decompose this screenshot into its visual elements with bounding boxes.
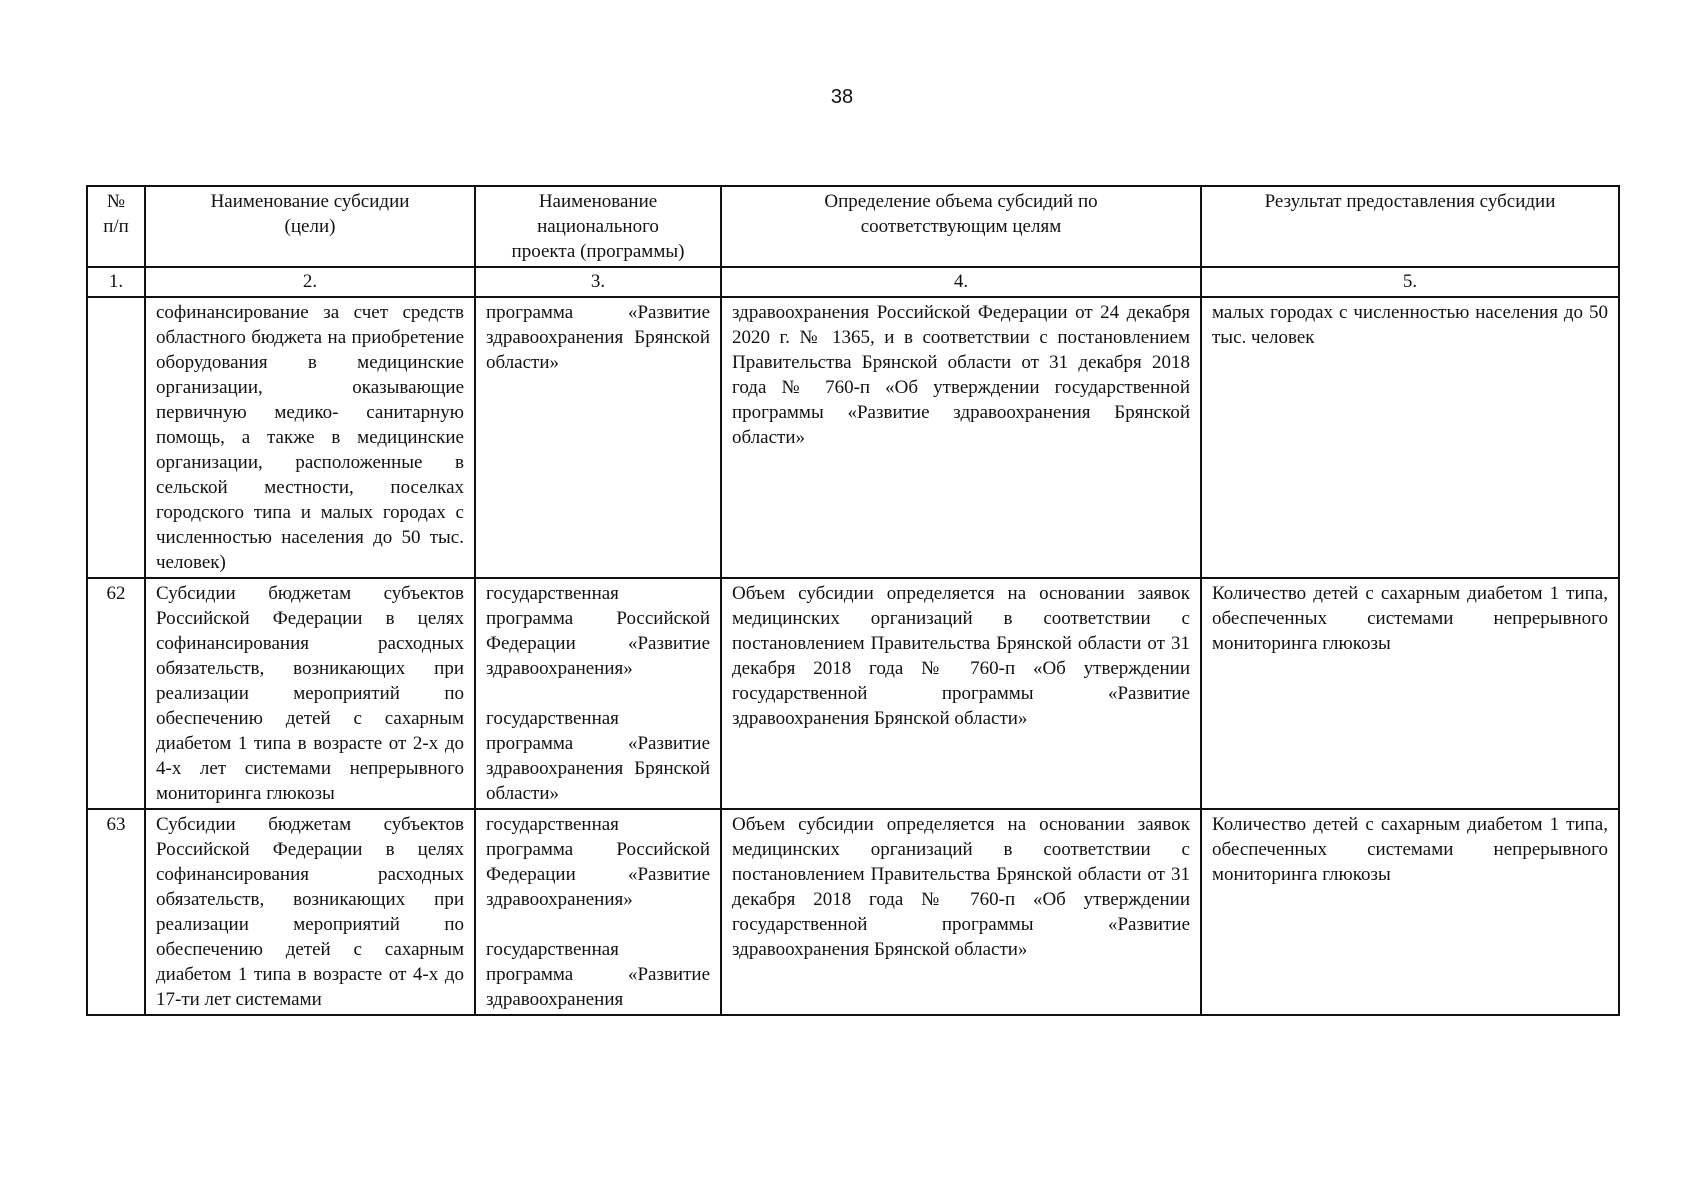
header-text-line: п/п — [103, 216, 129, 237]
row-number: 62 — [87, 578, 145, 809]
project-cell — [475, 578, 721, 809]
table-header — [87, 186, 1619, 297]
header-text-line: соответствующим целям — [860, 216, 1062, 237]
row-number — [87, 297, 145, 578]
index-cell: 3. — [475, 267, 721, 297]
page-number: 38 — [830, 86, 854, 108]
project-paragraph: государственная программа Российской Федерации «Развитие здравоохранения» — [486, 814, 710, 910]
definition-cell: здравоохранения Российской Федерации от 24 декабря 2020 г. № 1365, и в соответствии с постановлением Правительства Брянской области от 31 декабря 2018 года № 760-п «Об утверждении государственной программы «Развитие здравоохранения Брянской области» — [721, 297, 1201, 578]
table-row — [87, 297, 1619, 578]
header-text-line: Наименование субсидии — [210, 191, 410, 212]
subsidy-name-cell: софинансирование за счет средств областного бюджета на приобретение оборудования в медицинские организации, оказывающие первичную медико- санитарную помощь, а также в медицинские организации, расположенные в сельской местности, поселках городского типа и малых городах с численностью населения до 50 тыс. человек) — [145, 297, 475, 578]
project-cell — [475, 809, 721, 1015]
subsidy-name-cell: Субсидии бюджетам субъектов Российской Федерации в целях софинансирования расходных обязательств, возникающих при реализации мероприятий по обеспечению детей с сахарным диабетом 1 типа в возрасте от 4-х до 17-ти лет системами — [145, 809, 475, 1015]
header-text-line: Результат предоставления субсидии — [1264, 191, 1556, 212]
table-row — [87, 809, 1619, 1015]
row-number: 63 — [87, 809, 145, 1015]
result-cell: малых городах с численностью населения до 50 тыс. человек — [1201, 297, 1619, 578]
header-text-line: проекта (программы) — [511, 241, 685, 262]
project-paragraph: программа «Развитие здравоохранения Брянской области» — [486, 302, 710, 373]
paragraph-gap — [486, 912, 710, 937]
header-text-line: национального — [537, 216, 659, 237]
project-paragraph: государственная программа «Развитие здравоохранения Брянской области» — [486, 708, 710, 804]
index-cell: 5. — [1201, 267, 1619, 297]
table-body — [87, 297, 1619, 1015]
index-cell: 4. — [721, 267, 1201, 297]
project-paragraph: государственная программа «Развитие здравоохранения — [486, 939, 710, 1010]
definition-cell: Объем субсидии определяется на основании заявок медицинских организаций в соответствии с постановлением Правительства Брянской области от 31 декабря 2018 года № 760-п «Об утверждении государственной программы «Развитие здравоохранения Брянской области» — [721, 809, 1201, 1015]
header-text-line: Наименование — [538, 191, 658, 212]
subsidies-table — [86, 185, 1620, 1016]
header-number — [87, 186, 145, 267]
header-text-line: № — [106, 191, 126, 212]
index-cell: 1. — [87, 267, 145, 297]
header-project-name — [475, 186, 721, 267]
project-cell — [475, 297, 721, 578]
paragraph-gap — [486, 681, 710, 706]
header-volume-definition — [721, 186, 1201, 267]
header-text-line: (цели) — [284, 216, 336, 237]
result-cell: Количество детей с сахарным диабетом 1 типа, обеспеченных системами непрерывного мониторинга глюкозы — [1201, 578, 1619, 809]
header-row — [87, 186, 1619, 267]
header-subsidy-name — [145, 186, 475, 267]
definition-cell: Объем субсидии определяется на основании заявок медицинских организаций в соответствии с постановлением Правительства Брянской области от 31 декабря 2018 года № 760-п «Об утверждении государственной программы «Развитие здравоохранения Брянской области» — [721, 578, 1201, 809]
project-paragraph: государственная программа Российской Федерации «Развитие здравоохранения» — [486, 583, 710, 679]
header-text-line: Определение объема субсидий по — [824, 191, 1098, 212]
index-cell: 2. — [145, 267, 475, 297]
result-cell: Количество детей с сахарным диабетом 1 типа, обеспеченных системами непрерывного мониторинга глюкозы — [1201, 809, 1619, 1015]
subsidy-name-cell: Субсидии бюджетам субъектов Российской Федерации в целях софинансирования расходных обязательств, возникающих при реализации мероприятий по обеспечению детей с сахарным диабетом 1 типа в возрасте от 2-х до 4-х лет системами непрерывного мониторинга глюкозы — [145, 578, 475, 809]
header-result — [1201, 186, 1619, 267]
index-row — [87, 267, 1619, 297]
table-row — [87, 578, 1619, 809]
